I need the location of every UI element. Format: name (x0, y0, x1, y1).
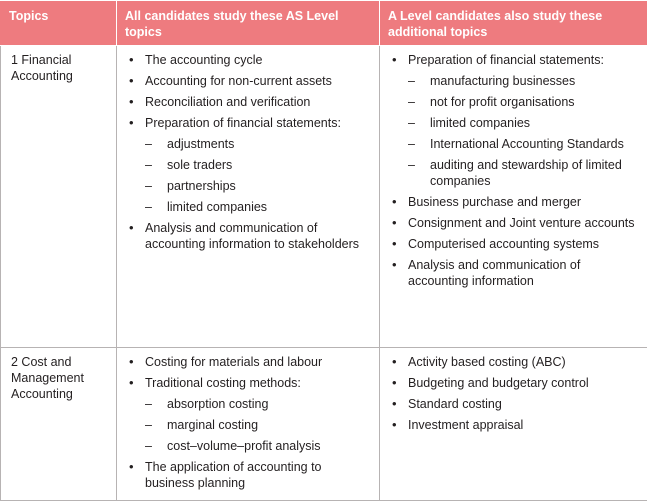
sub-item: – not for profit organisations (408, 94, 641, 110)
item-text: Budgeting and budgetary control (408, 376, 589, 390)
list-item (380, 236, 641, 252)
item-text: Consignment and Joint venture accounts (408, 216, 635, 230)
item-text: Preparation of financial statements: (145, 116, 341, 130)
list-item (117, 115, 373, 215)
item-text: Computerised accounting systems (408, 237, 599, 251)
list-item (117, 73, 373, 89)
list-item (117, 94, 373, 110)
item-text: Analysis and communication of accounting information to stakeholders (145, 221, 359, 251)
item-text: Analysis and communication of accounting information (408, 258, 580, 288)
list-item (117, 52, 373, 68)
sub-item: – sole traders (145, 157, 373, 173)
a-cell (380, 348, 647, 501)
as-list (117, 46, 379, 261)
list-item (380, 52, 641, 189)
sub-item: – limited companies (145, 199, 373, 215)
sub-item: – auditing and stewardship of limited companies (408, 157, 641, 189)
table-row (1, 348, 647, 501)
topic-cell: 2 Cost and Management Accounting (1, 348, 117, 501)
list-item (117, 220, 373, 252)
item-text: Accounting for non-current assets (145, 74, 332, 88)
sub-list (145, 391, 373, 454)
sub-list (145, 131, 373, 215)
sub-item: – partnerships (145, 178, 373, 194)
header-a-level: A Level candidates also study these additional topics (380, 1, 647, 46)
header-row (1, 1, 647, 46)
list-item (380, 375, 641, 391)
header-as-level: All candidates study these AS Level topics (117, 1, 380, 46)
as-cell (117, 348, 380, 501)
item-text: Traditional costing methods: (145, 376, 301, 390)
item-text: Standard costing (408, 397, 502, 411)
list-item (117, 375, 373, 454)
sub-item: – adjustments (145, 136, 373, 152)
sub-item: – cost–volume–profit analysis (145, 438, 373, 454)
item-text: The application of accounting to business planning (145, 460, 322, 490)
item-text: Investment appraisal (408, 418, 523, 432)
sub-item: – manufacturing businesses (408, 73, 641, 89)
as-cell (117, 46, 380, 348)
a-list (380, 348, 647, 442)
list-item (380, 396, 641, 412)
table-row (1, 46, 647, 348)
item-text: The accounting cycle (145, 53, 262, 67)
item-text: Business purchase and merger (408, 195, 581, 209)
sub-item: – marginal costing (145, 417, 373, 433)
list-item (117, 459, 373, 491)
as-list (117, 348, 379, 500)
sub-list (408, 68, 641, 189)
sub-item: – absorption costing (145, 396, 373, 412)
topic-cell: 1 Financial Accounting (1, 46, 117, 348)
list-item (380, 417, 641, 433)
header-topics: Topics (1, 1, 117, 46)
item-text: Reconciliation and verification (145, 95, 310, 109)
sub-item: – limited companies (408, 115, 641, 131)
a-cell (380, 46, 647, 348)
sub-item: – International Accounting Standards (408, 136, 641, 152)
item-text: Activity based costing (ABC) (408, 355, 566, 369)
list-item (380, 215, 641, 231)
item-text: Preparation of financial statements: (408, 53, 604, 67)
list-item (380, 354, 641, 370)
list-item (380, 257, 641, 289)
a-list (380, 46, 647, 298)
item-text: Costing for materials and labour (145, 355, 322, 369)
list-item (380, 194, 641, 210)
list-item (117, 354, 373, 370)
